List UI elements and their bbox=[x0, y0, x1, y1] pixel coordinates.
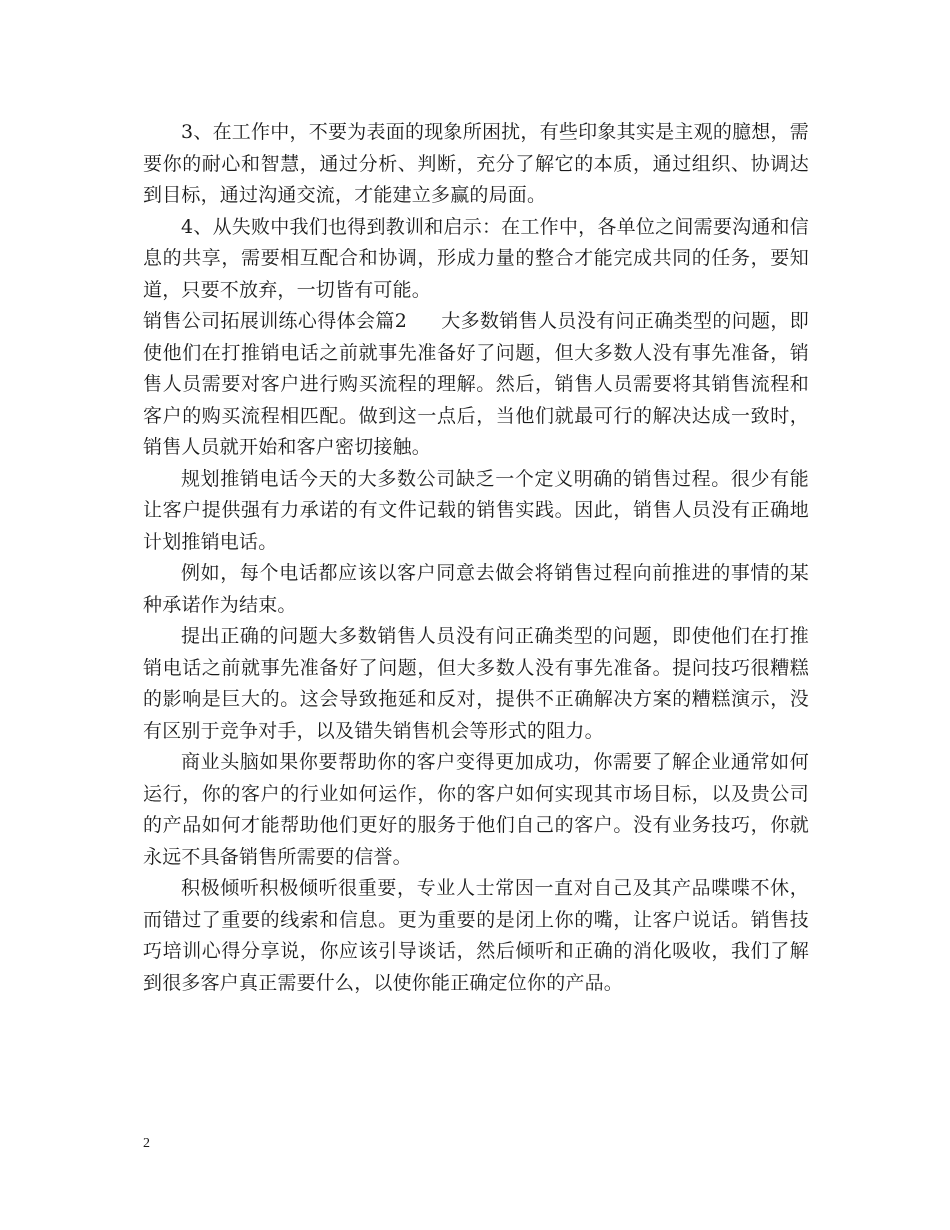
page-number: 2 bbox=[143, 1136, 150, 1151]
paragraph-8: 积极倾听积极倾听很重要，专业人士常因一直对自己及其产品喋喋不休，而错过了重要的线索和信息。更为重要的是闭上你的嘴，让客户说话。销售技巧培训心得分享说，你应该引导谈话，然后倾听和正确的消化吸收，我们了解到很多客户真正需要什么，以使你能正确定位你的产品。 bbox=[143, 877, 809, 994]
paragraph-7: 商业头脑如果你要帮助你的客户变得更加成功，你需要了解企业通常如何运行，你的客户的行业如何运作，你的客户如何实现其市场目标，以及贵公司的产品如何才能帮助他们更好的服务于他们自己的客户。没有业务技巧，你就永远不具备销售所需要的信誉。 bbox=[143, 751, 809, 868]
section-heading: 销售公司拓展训练心得体会篇2 bbox=[143, 310, 408, 332]
paragraph-3-text: 大多数销售人员没有问正确类型的问题，即使他们在打推销电话之前就事先准备好了问题，但大多数人没有事先准备，销售人员需要对客户进行购买流程的理解。然后，销售人员需要将其销售流程和客户的购买流程相匹配。做到这一点后，当他们就最可行的解决达成一致时，销售人员就开始和客户密切接触。 bbox=[143, 310, 809, 458]
paragraph-4: 规划推销电话今天的大多数公司缺乏一个定义明确的销售过程。很少有能让客户提供强有力承诺的有文件记载的销售实践。因此，销售人员没有正确地计划推销电话。 bbox=[143, 467, 809, 553]
paragraph-6: 提出正确的问题大多数销售人员没有问正确类型的问题，即使他们在打推销电话之前就事先准备好了问题，但大多数人没有事先准备。提问技巧很糟糕的影响是巨大的。这会导致拖延和反对，提供不正确解决方案的糟糕演示，没有区别于竞争对手，以及错失销售机会等形式的阻力。 bbox=[143, 625, 809, 742]
document-body bbox=[143, 117, 809, 999]
paragraph-1: 3、在工作中，不要为表面的现象所困扰，有些印象其实是主观的臆想，需要你的耐心和智慧，通过分析、判断，充分了解它的本质，通过组织、协调达到目标，通过沟通交流，才能建立多赢的局面。 bbox=[143, 121, 809, 206]
paragraph-5: 例如，每个电话都应该以客户同意去做会将销售过程向前推进的事情的某种承诺作为结束。 bbox=[143, 562, 809, 616]
paragraph-2: 4、从失败中我们也得到教训和启示：在工作中，各单位之间需要沟通和信息的共享，需要相互配合和协调，形成力量的整合才能完成共同的任务，要知道，只要不放弃，一切皆有可能。 bbox=[143, 215, 809, 301]
paragraph-3 bbox=[143, 306, 809, 464]
